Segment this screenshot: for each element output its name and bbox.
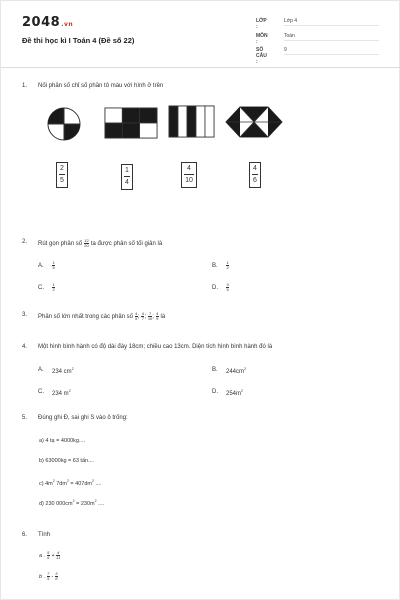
fraction: $\frac{5}{6}$ bbox=[47, 550, 50, 560]
calculation-item: a . $\frac{5}{6}$ + $\frac{4}{11}$ bbox=[39, 550, 61, 560]
fraction: $\frac{3}{8}$ bbox=[55, 571, 58, 581]
question-number: 1. bbox=[22, 83, 28, 89]
circle-shaded-quarter bbox=[48, 108, 64, 124]
question-number: 5. bbox=[22, 415, 28, 421]
true-false-item[interactable]: d) 230 $000cm^2 = 230m^2$ .... bbox=[39, 499, 105, 507]
bar-shaded bbox=[169, 106, 178, 137]
fraction: $\frac{7}{5}$ bbox=[47, 571, 50, 581]
meta-value: Lớp 4 bbox=[284, 18, 379, 26]
grid-cell bbox=[140, 123, 157, 138]
vertical-bars-figure bbox=[168, 105, 216, 139]
site-logo[interactable]: 2048.vn bbox=[22, 15, 74, 30]
question-number: 2. bbox=[22, 239, 28, 245]
bar bbox=[196, 106, 205, 137]
meta-key: LỚP : bbox=[256, 18, 267, 30]
bar-shaded bbox=[187, 106, 196, 137]
fraction: $\frac{4}{11}$ bbox=[56, 550, 61, 560]
true-false-item[interactable]: a) 4 tạ = 4000kg.... bbox=[39, 438, 86, 444]
meta-value: 9 bbox=[284, 47, 379, 55]
true-false-item[interactable]: b) 63000kg = 63 tấn.... bbox=[39, 458, 95, 464]
bar bbox=[178, 106, 187, 137]
question-text: Nối phân số chỉ số phần tô màu với hình ở trên bbox=[38, 83, 164, 89]
fraction-card[interactable]: 2 5 bbox=[56, 162, 68, 188]
grid-cell bbox=[105, 108, 122, 123]
grid-cell-shaded bbox=[122, 108, 139, 123]
question-number: 6. bbox=[22, 532, 28, 538]
grid-cell-shaded bbox=[140, 108, 157, 123]
question-text: Tính bbox=[38, 532, 51, 538]
meta-key: SỐ CÂU : bbox=[256, 47, 267, 65]
question-text: Một hình bình hành có độ dài đáy 18cm; chiều cao 13cm. Diện tích hình bình hành đó là bbox=[38, 344, 273, 350]
question-number: 3. bbox=[22, 312, 28, 318]
calculation-item: b . $\frac{7}{5}$ - $\frac{3}{8}$ bbox=[39, 571, 58, 581]
true-false-item[interactable]: c) $4m^2$ $7dm^2 = 407dm^2$ .... bbox=[39, 479, 102, 487]
circle-shaded-quarter bbox=[64, 124, 80, 140]
grid-cell-shaded bbox=[105, 123, 122, 138]
worksheet-header bbox=[1, 1, 400, 68]
question-text: Đúng ghi Đ, sai ghi S vào ô trống: bbox=[38, 415, 128, 421]
meta-value: Toán bbox=[284, 33, 379, 41]
worksheet-page: 2048.vn Đề thi học kì I Toán 4 (Đề số 22) LỚP : Lớp 4 MÔN : Toán SỐ CÂU : 9 1. Nối phân số chỉ số phần tô màu với hình ở trên 2 5 1 4 4 10 4 6 2. Rút gọn phân số $\frac{12}{20}$ ta được phân số tối giản là A. $\frac{1}{5}$ B. $\frac{1}{2}$ C. $\frac{1}{2}$ D. $\frac{3}{5}$ 3. Phân số lớn nhất trong các phân số $\frac{4}{5}$ ; $\frac{4}{7}$ ; $\frac{7}{10}$ ; $\frac{4}{9}$ là 4. Một hình bình hành có độ dài đáy 18cm; chiều cao 13cm. Diện tích hình bình hành đó là A. 234 $cm^2$ B. $244cm^2$ C. 234 $m^2$ D. $254m^2$ 5. Đúng ghi Đ, sai ghi S vào ô trống: a) 4 tạ = 4000kg.... b) 63000kg = 63 tấn.... c) $4m^2$ $7dm^2 = 407dm^2$ .... d) 230 $000cm^2 = 230m^2$ .... 6. Tính a . $\frac{5}{6}$ + $\frac{4}{11}$ b . $\frac{7}{5}$ - $\frac{3}{8}$ bbox=[0, 0, 400, 600]
grid-cell-shaded bbox=[122, 123, 139, 138]
fraction: $\frac{7}{10}$ bbox=[147, 311, 153, 321]
fraction-card[interactable]: 1 4 bbox=[121, 164, 133, 190]
circle-figure bbox=[43, 107, 85, 141]
document-title: Đề thi học kì I Toán 4 (Đề số 22) bbox=[22, 36, 135, 45]
question-number: 4. bbox=[22, 344, 28, 350]
bar bbox=[205, 106, 214, 137]
logo-suffix: .vn bbox=[61, 21, 74, 28]
fraction-card[interactable]: 4 10 bbox=[181, 162, 197, 188]
fraction: $\frac{4}{5}$ bbox=[135, 311, 138, 321]
meta-key: MÔN : bbox=[256, 33, 268, 45]
triangles-figure bbox=[225, 105, 283, 139]
fraction: $\frac{12}{20}$ bbox=[84, 238, 89, 248]
rectangle-grid-figure bbox=[104, 106, 158, 140]
question-text: Phân số lớn nhất trong các phân số $\frac{4}{5}$ ; $\frac{4}{7}$ ; $\frac{7}{10}$ ; $\frac{4}{9}$ là bbox=[38, 311, 166, 321]
question-text: Rút gọn phân số $\frac{12}{20}$ ta được phân số tối giản là bbox=[38, 238, 163, 248]
fraction: $\frac{4}{9}$ bbox=[156, 311, 159, 321]
fraction-card[interactable]: 4 6 bbox=[249, 162, 261, 188]
fraction: $\frac{4}{7}$ bbox=[141, 311, 144, 321]
